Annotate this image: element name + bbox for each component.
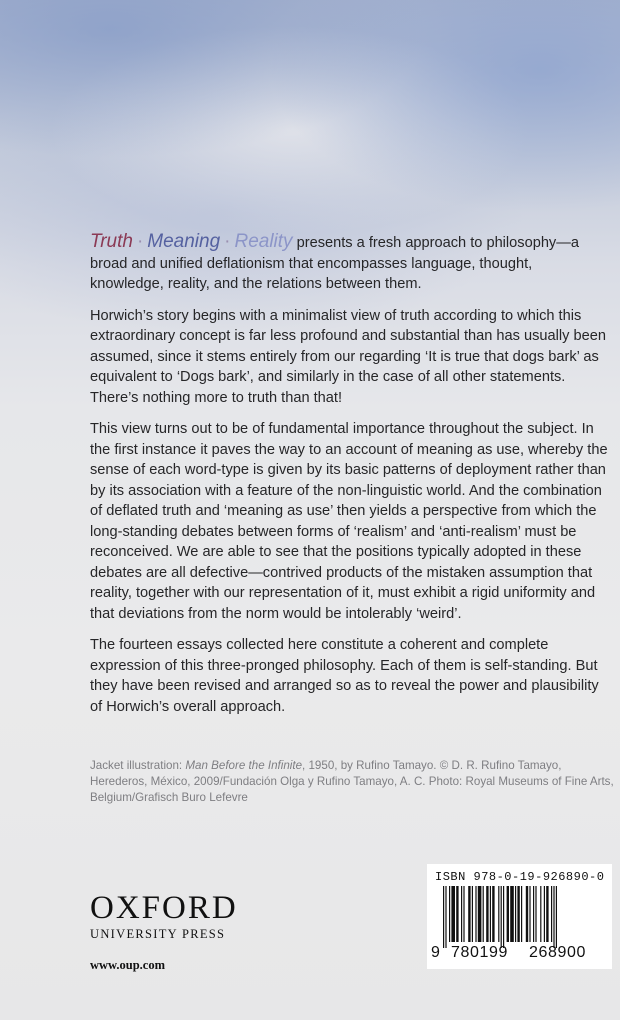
credit-artwork-title: Man Before the Infinite [185,759,303,772]
barcode-group-1: 780199 [451,944,508,961]
blurb-text [90,232,610,728]
book-title [90,231,293,252]
publisher-subname: UNIVERSITY PRESS [90,927,226,941]
blurb-paragraph-4: The fourteen essays collected here constitute a coherent and complete expression of this three-pronged philosophy. Each of them is self-standing. But they have been revised and arranged so as to reveal the power and plausibility of Horwich’s overall approach. [90,637,599,715]
isbn-label: ISBN 978-0-19-926890-0 [435,870,605,884]
barcode-icon [443,886,603,948]
title-separator-2: · [224,231,231,252]
blurb-paragraph-1 [90,232,610,295]
blurb-paragraph-1-text: presents a fresh approach to philosophy—a broad and unified deflationism that encompasses language, thought, knowledge, reality, and the relations between them. [90,235,579,292]
title-meaning: Meaning [147,231,221,252]
barcode-lead-digit: 9 [431,944,440,961]
barcode-group-2: 268900 [529,944,586,961]
title-reality: Reality [234,231,293,252]
title-truth: Truth [90,231,133,252]
title-separator-1: · [136,231,144,252]
blurb-paragraph-2: Horwich’s story begins with a minimalist view of truth according to which this extraordinary concept is far less profound and substantial than has usually been assumed, since it stems entirely from our regarding ‘It is true that dogs bark’ as equivalent to ‘Dogs bark’, and similarly in the case of all other statements. There’s nothing more to truth than that! [90,307,606,406]
jacket-credit [90,758,615,806]
publisher-name: OXFORD [90,890,238,926]
credit-prefix: Jacket illustration: [90,759,186,772]
credit-rest: , 1950, by Rufino Tamayo. © D. R. Rufino Tamayo, Herederos, México, 2009/Fundación Olga y Rufino Tamayo, A. C. Photo: Royal Museums of Fine Arts, Belgium/Grafisch Buro Lefevre [90,759,614,804]
barcode-panel [427,864,612,969]
publisher-logo [90,892,238,942]
publisher-url: www.oup.com [90,958,166,972]
blurb-paragraph-3: This view turns out to be of fundamental importance throughout the subject. In the first instance it paves the way to an account of meaning as use, whereby the sense of each word-type is given by its basic patterns of deployment rather than by its association with a feature of the non-linguistic world. And the combination of deflated truth and ‘meaning as use’ then yields a perspective from which the long-standing debates between forms of ‘realism’ and ‘anti-realism’ must be reconceived. We are able to see that the positions typically adopted in these debates are all defective—contrived products of the mistaken assumption that reality, together with our representation of it, must exhibit a rigid uniformity and that deviations from the norm would be intolerably ‘weird’. [90,421,608,622]
